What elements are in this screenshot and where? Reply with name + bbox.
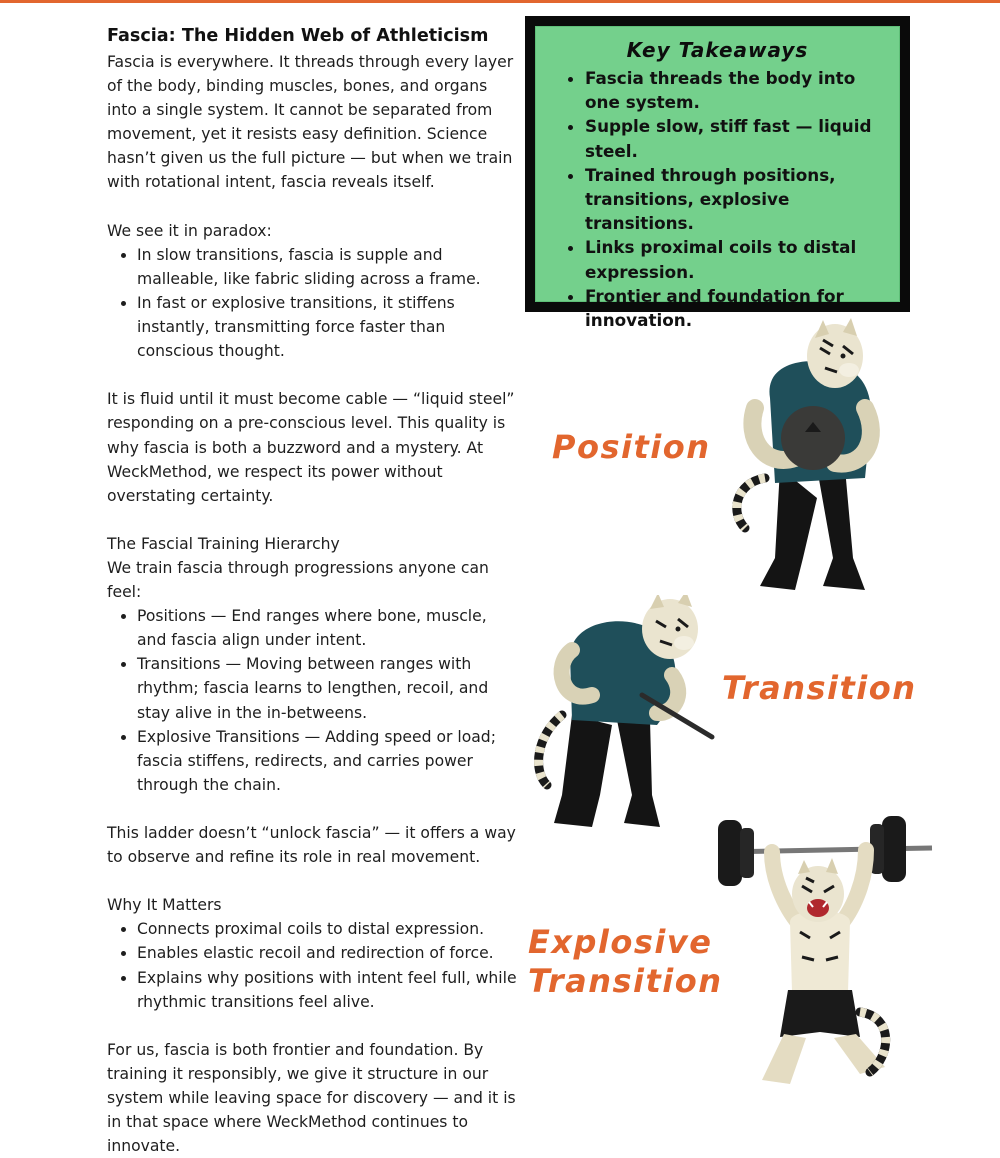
- takeaway-item: • Fascia threads the body into one system.: [585, 66, 886, 114]
- paradox-list: [107, 243, 519, 363]
- list-item: • Explosive Transitions — Adding speed or load; fascia stiffens, redirects, and carries power through the chain.: [137, 725, 519, 797]
- ladder-paragraph: This ladder doesn’t “unlock fascia” — it offers a way to observe and refine its role in real movement.: [107, 824, 516, 867]
- tiger-position-illustration: [725, 318, 905, 598]
- hierarchy-heading: The Fascial Training Hierarchy: [107, 534, 340, 553]
- list-item: • Explains why positions with intent feel full, while rhythmic transitions feel alive.: [137, 966, 519, 1014]
- tiger-explosive-illustration: [710, 812, 935, 1100]
- explosive-label-line2: Transition: [528, 962, 723, 1000]
- list-item: • Transitions — Moving between ranges with rhythm; fascia learns to lengthen, recoil, and stay alive in the in-betweens.: [137, 652, 519, 724]
- takeaway-item: • Trained through positions, transitions, explosive transitions.: [585, 163, 886, 236]
- list-item: • Enables elastic recoil and redirection of force.: [137, 941, 519, 965]
- takeaway-item: • Supple slow, stiff fast — liquid steel.: [585, 114, 886, 162]
- matters-heading: Why It Matters: [107, 896, 222, 915]
- takeaways-list: [535, 66, 900, 332]
- top-accent-rule: [0, 0, 1000, 3]
- list-item: • In fast or explosive transitions, it stiffens instantly, transmitting force faster than conscious thought.: [137, 291, 519, 363]
- list-item: • In slow transitions, fascia is supple and malleable, like fabric sliding across a frame.: [137, 243, 519, 291]
- intro-paragraph: Fascia is everywhere. It threads through every layer of the body, binding muscles, bones, and organs into a single system. It cannot be separated from movement, yet it resists easy definition. Science hasn’t given us the full picture — but when we train with rotational intent, fascia reveals itself.: [107, 53, 514, 192]
- takeaway-item: • Links proximal coils to distal expression.: [585, 235, 886, 283]
- article-title: Fascia: The Hidden Web of Athleticism: [107, 26, 489, 46]
- list-item: • Positions — End ranges where bone, muscle, and fascia align under intent.: [137, 604, 519, 652]
- transition-label: Transition: [722, 669, 917, 707]
- takeaways-title: Key Takeaways: [626, 38, 809, 62]
- list-item: • Connects proximal coils to distal expression.: [137, 917, 519, 941]
- closing-paragraph: For us, fascia is both frontier and foundation. By training it responsibly, we give it structure in our system while leaving space for discovery — and it is in that space where WeckMethod continues to innovate.: [107, 1040, 516, 1156]
- hierarchy-intro: We train fascia through progressions anyone can feel:: [107, 558, 489, 602]
- fluid-paragraph: It is fluid until it must become cable — “liquid steel” responding on a pre-conscious level. This quality is why fascia is both a buzzword and a mystery. At WeckMethod, we respect its power without overstating certainty.: [107, 390, 515, 505]
- hierarchy-list: [107, 604, 519, 797]
- tiger-transition-illustration: [532, 595, 722, 835]
- article-column: [107, 24, 519, 1158]
- matters-list: [107, 917, 519, 1013]
- takeaway-item: • Frontier and foundation for innovation.: [585, 284, 886, 332]
- position-label: Position: [552, 428, 711, 466]
- paradox-heading: We see it in paradox:: [107, 221, 272, 240]
- explosive-label-line1: Explosive: [528, 923, 713, 961]
- key-takeaways-box: [525, 16, 910, 331]
